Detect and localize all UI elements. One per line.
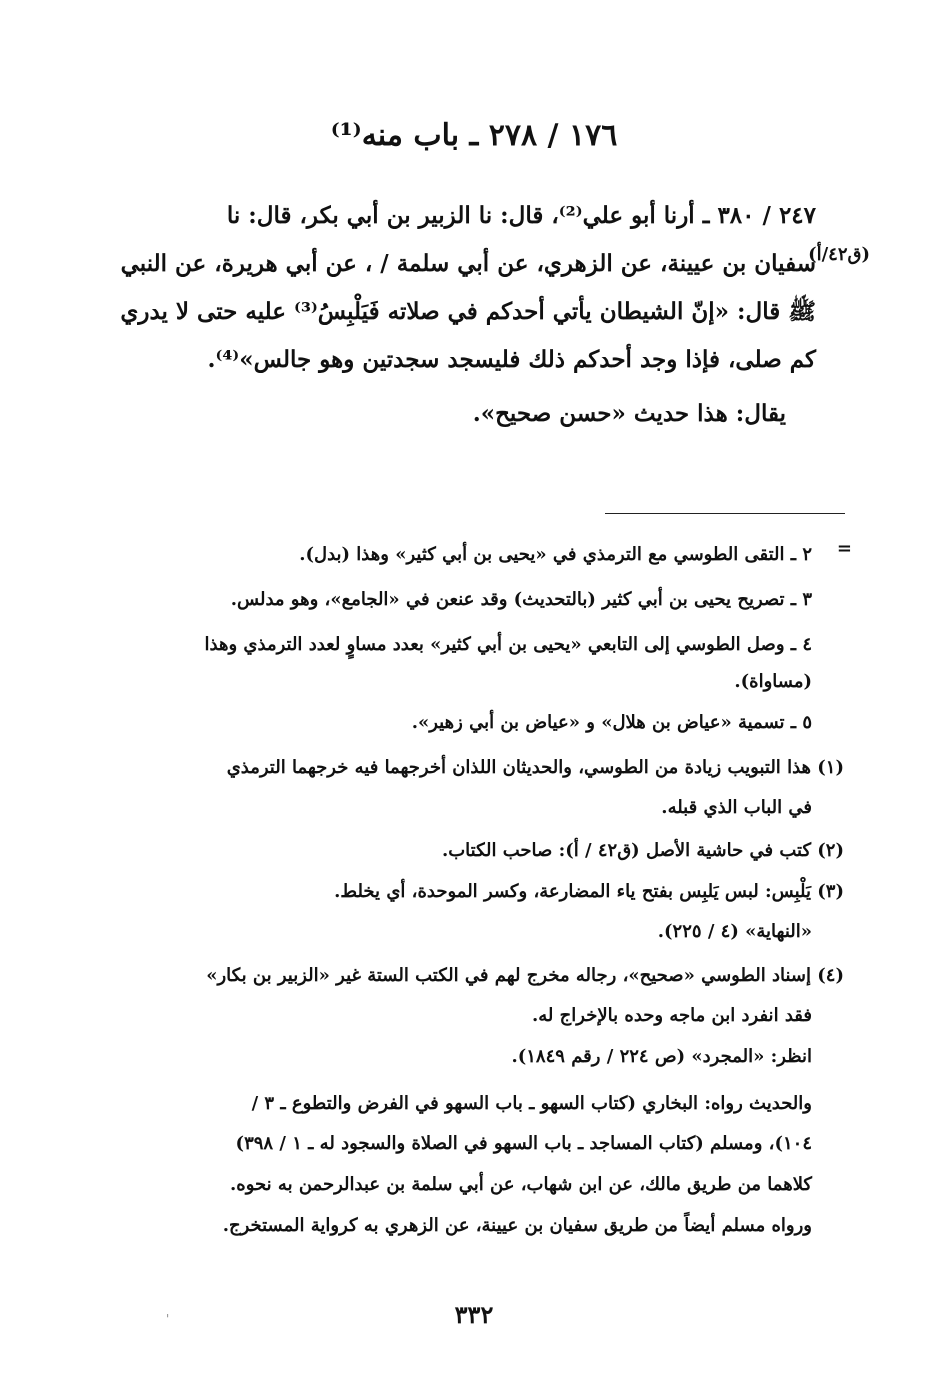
footnote-line: (١) هذا التبويب زيادة من الطوسي، والحديثان اللذان أخرجهما فيه خرجهما الترمذي <box>226 757 844 778</box>
page-number: ٣٣٢ <box>454 1300 494 1329</box>
footnote-line: انظر: «المجرد» (ص ٢٢٤ / رقم ١٨٤٩). <box>511 1046 812 1067</box>
hadith-line: كم صلى، فإذا وجد أحدكم ذلك فليسجد سجدتين وهو جالس»⁽⁴⁾. <box>207 346 816 373</box>
footnote-line: ٢ ـ التقى الطوسي مع الترمذي في «يحيى بن أبي كثير» وهذا (بدل). <box>299 544 812 565</box>
chapter-heading: ١٧٦ / ٢٧٨ ـ باب منه⁽¹⁾ <box>330 118 618 153</box>
footnote-line: (٣) يَلْبِس: لبس يَلبِس بفتح ياء المضارعة، وكسر الموحدة، أي يخلط. <box>334 881 844 902</box>
footnote-line: والحديث رواه: البخاري (كتاب السهو ـ باب السهو في الفرض والتطوع ـ ٣ / <box>251 1093 812 1114</box>
footnote-separator <box>605 513 845 514</box>
footnote-line: «النهاية» (٤ / ٢٢٥). <box>657 921 812 942</box>
footnote-line: ٣ ـ تصريح يحيى بن أبي كثير (بالتحديث) وقد عنعن في «الجامع»، وهو مدلس. <box>230 589 812 610</box>
footnote-line: ورواه مسلم أيضاً من طريق سفيان بن عيينة، عن الزهري به كرواية المستخرج. <box>222 1215 812 1236</box>
footnote-line: كلاهما من طريق مالك، عن ابن شهاب، عن أبي سلمة بن عبدالرحمن به نحوه. <box>230 1174 812 1195</box>
footnote-line: فقد انفرد ابن ماجه وحده بالإخراج له. <box>532 1005 812 1026</box>
footnote-line: ٥ ـ تسمية «عياض بن هلال» و «عياض بن أبي زهير». <box>411 712 812 733</box>
footnote-line: (٤) إسناد الطوسي «صحيح»، رجاله مخرج لهم في الكتب الستة غير «الزبير بن بكار» <box>206 965 844 986</box>
footnote-line: ١٠٤)، ومسلم (كتاب المساجد ـ باب السهو في الصلاة والسجود له ـ ١ / ٣٩٨) <box>235 1133 812 1154</box>
hadith-grading: يقال: هذا حديث «حسن صحيح». <box>472 400 786 427</box>
footnote-line: ٤ ـ وصل الطوسي إلى التابعي «يحيى بن أبي كثير» بعدد مساوٍ لعدد الترمذي وهذا <box>204 634 812 655</box>
scan-speck: ' <box>166 1312 170 1326</box>
footnote-line: (مساواة). <box>734 671 812 692</box>
hadith-line: ٢٤٧ / ٣٨٠ ـ أرنا أبو علي⁽²⁾، قال: نا الزبير بن أبي بكر، قال: نا <box>226 202 816 229</box>
hadith-line: سفيان بن عيينة، عن الزهري، عن أبي سلمة / ، عن أبي هريرة، عن النبي <box>120 250 816 277</box>
hadith-text <box>100 192 816 384</box>
manuscript-folio-reference: (ق٤٢/أ) <box>808 244 870 265</box>
hadith-line: ﷺ قال: «إنّ الشيطان يأتي أحدكم في صلاته فَيَلْبِسُ⁽³⁾ عليه حتى لا يدري <box>120 298 816 325</box>
footnote-continuation-mark: = <box>836 538 852 559</box>
footnote-line: في الباب الذي قبله. <box>661 797 812 818</box>
footnote-line: (٢) كتب في حاشية الأصل (ق٤٢ / أ): صاحب الكتاب. <box>441 840 844 861</box>
